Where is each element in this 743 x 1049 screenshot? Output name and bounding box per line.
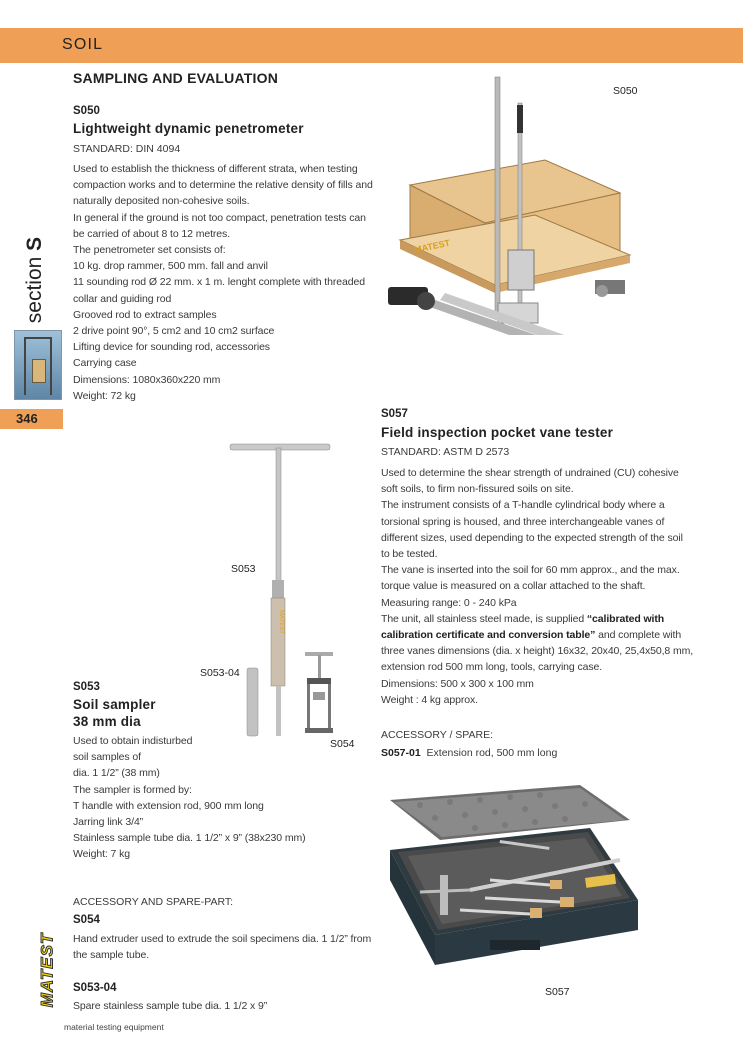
s057-line: Weight : 4 kg approx. [381,693,478,706]
s057-line: to be tested. [381,548,438,561]
s053-04-line: Spare stainless sample tube dia. 1 1/2 x 9” [73,1000,268,1012]
s053-line: dia. 1 1/2” (38 mm) [73,767,160,780]
page-category-title: SOIL [62,36,104,53]
s054-image-label: S054 [330,738,355,750]
s057-image-label: S057 [545,986,570,998]
s050-line: Grooved rod to extract samples [73,308,217,321]
s050-line: Lifting device for sounding rod, accessories [73,341,270,354]
s057-line: Measuring range: 0 - 240 kPa [381,596,517,609]
s053-04-description [73,998,267,1014]
s057-code: S057 [381,408,408,420]
footer-text: material testing equipment [64,1022,164,1032]
s057-line: different sizes, used depending to the expected strength of the soil [381,531,683,544]
s050-line: collar and guiding rod [73,292,172,305]
s057-accessory-heading: ACCESSORY / SPARE: [381,729,494,741]
s057-line: extension rod 500 mm long, tools, carrying case. [381,661,603,674]
s050-line: naturally deposited non-cohesive soils. [73,195,250,208]
s057-01-text: Extension rod, 500 mm long [426,747,558,759]
s054-code: S054 [73,914,100,926]
svg-text:MATEST: MATEST [278,610,284,634]
s053-line: Weight: 7 kg [73,848,130,861]
s050-code: S050 [73,105,100,117]
s050-line: 10 kg. drop rammer, 500 mm. fall and anvil [73,260,268,273]
s053-04-code: S053-04 [73,982,117,994]
s053-title-line1: Soil sampler [73,697,156,712]
section-heading: SAMPLING AND EVALUATION [73,70,279,86]
s050-line: 2 drive point 90°, 5 cm2 and 10 cm2 surface [73,325,275,338]
section-word: section [23,256,47,324]
s050-image-label: S050 [613,85,638,97]
s054-line: Hand extruder used to extrude the soil specimens dia. 1 1/2” from [73,933,372,945]
header-bar [0,28,743,63]
page-number: 346 [16,411,38,426]
s053-04-image-label: S053-04 [200,667,240,679]
s057-line: torsional spring is housed, and three interchangeable vanes of [381,515,665,528]
s057-title: Field inspection pocket vane tester [381,425,614,440]
s053-line: soil samples of [73,751,141,764]
s054-description [73,931,371,963]
s057-line: The instrument consists of a T-handle cylindrical body where a [381,499,665,512]
section-letter: S [23,236,47,251]
s053-description [73,733,306,863]
s057-line: The vane is inserted into the soil for 60 mm approx., and the max. [381,564,680,577]
s053-title-line2: 38 mm dia [73,714,141,729]
s057-line: Used to determine the shear strength of undrained (CU) cohesive [381,467,679,479]
s050-line: 11 sounding rod Ø 22 mm. x 1 m. lenght complete with threaded [73,276,365,289]
s053-image-label: S053 [231,563,256,575]
s057-line: calibration certificate and conversion table” and complete with [381,629,682,642]
s050-line: Weight: 72 kg [73,389,136,402]
section-thumbnail-image [14,330,62,400]
s050-line: Dimensions: 1080x360x220 mm [73,373,221,386]
s057-vane-tester-case-image [380,780,640,980]
s057-accessory [381,747,557,759]
s053-code: S053 [73,681,100,693]
s057-line: torque value is measured on a collar attached to the shaft. [381,580,646,593]
s057-line: Dimensions: 500 x 300 x 100 mm [381,677,534,690]
s050-line: The penetrometer set consists of: [73,244,226,257]
s050-line: be carried of about 8 to 12 metres. [73,227,231,240]
s053-line: Stainless sample tube dia. 1 1/2” x 9” (38x230 mm) [73,832,306,845]
accessories-heading: ACCESSORY AND SPARE-PART: [73,896,234,908]
s057-line: soft soils, to firm non-fissured soils on site. [381,483,574,496]
s057-line: three vanes dimensions (dia. x height) 16x32, 20x40, 25,4x50,8 mm, [381,645,694,658]
svg-text:MATEST: MATEST [413,237,451,255]
s057-01-code: S057-01 [381,747,421,759]
s053-line: The sampler is formed by: [73,783,192,796]
s050-line: compaction works and to determine the relative density of fills and [73,179,373,192]
s050-line: Used to establish the thickness of different strata, when testing [73,163,358,175]
matest-logo: MATEST [37,932,57,1008]
s057-line: The unit, all stainless steel made, is supplied “calibrated with [381,612,665,625]
s050-penetrometer-image [370,75,640,335]
s050-line: Carrying case [73,357,137,370]
s053-line: Jarring link 3/4” [73,816,144,829]
s050-standard: STANDARD: DIN 4094 [73,143,181,155]
s054-line: the sample tube. [73,949,150,962]
section-tag [23,228,66,338]
s050-description [73,161,373,404]
s053-soil-sampler-image [225,440,345,740]
s057-standard: STANDARD: ASTM D 2573 [381,446,510,458]
s057-description [381,465,693,708]
s050-title: Lightweight dynamic penetrometer [73,121,304,136]
s050-line: In general if the ground is not too compact, penetration tests can [73,211,366,224]
s053-line: T handle with extension rod, 900 mm long [73,799,264,812]
s053-line: Used to obtain indisturbed [73,735,193,747]
